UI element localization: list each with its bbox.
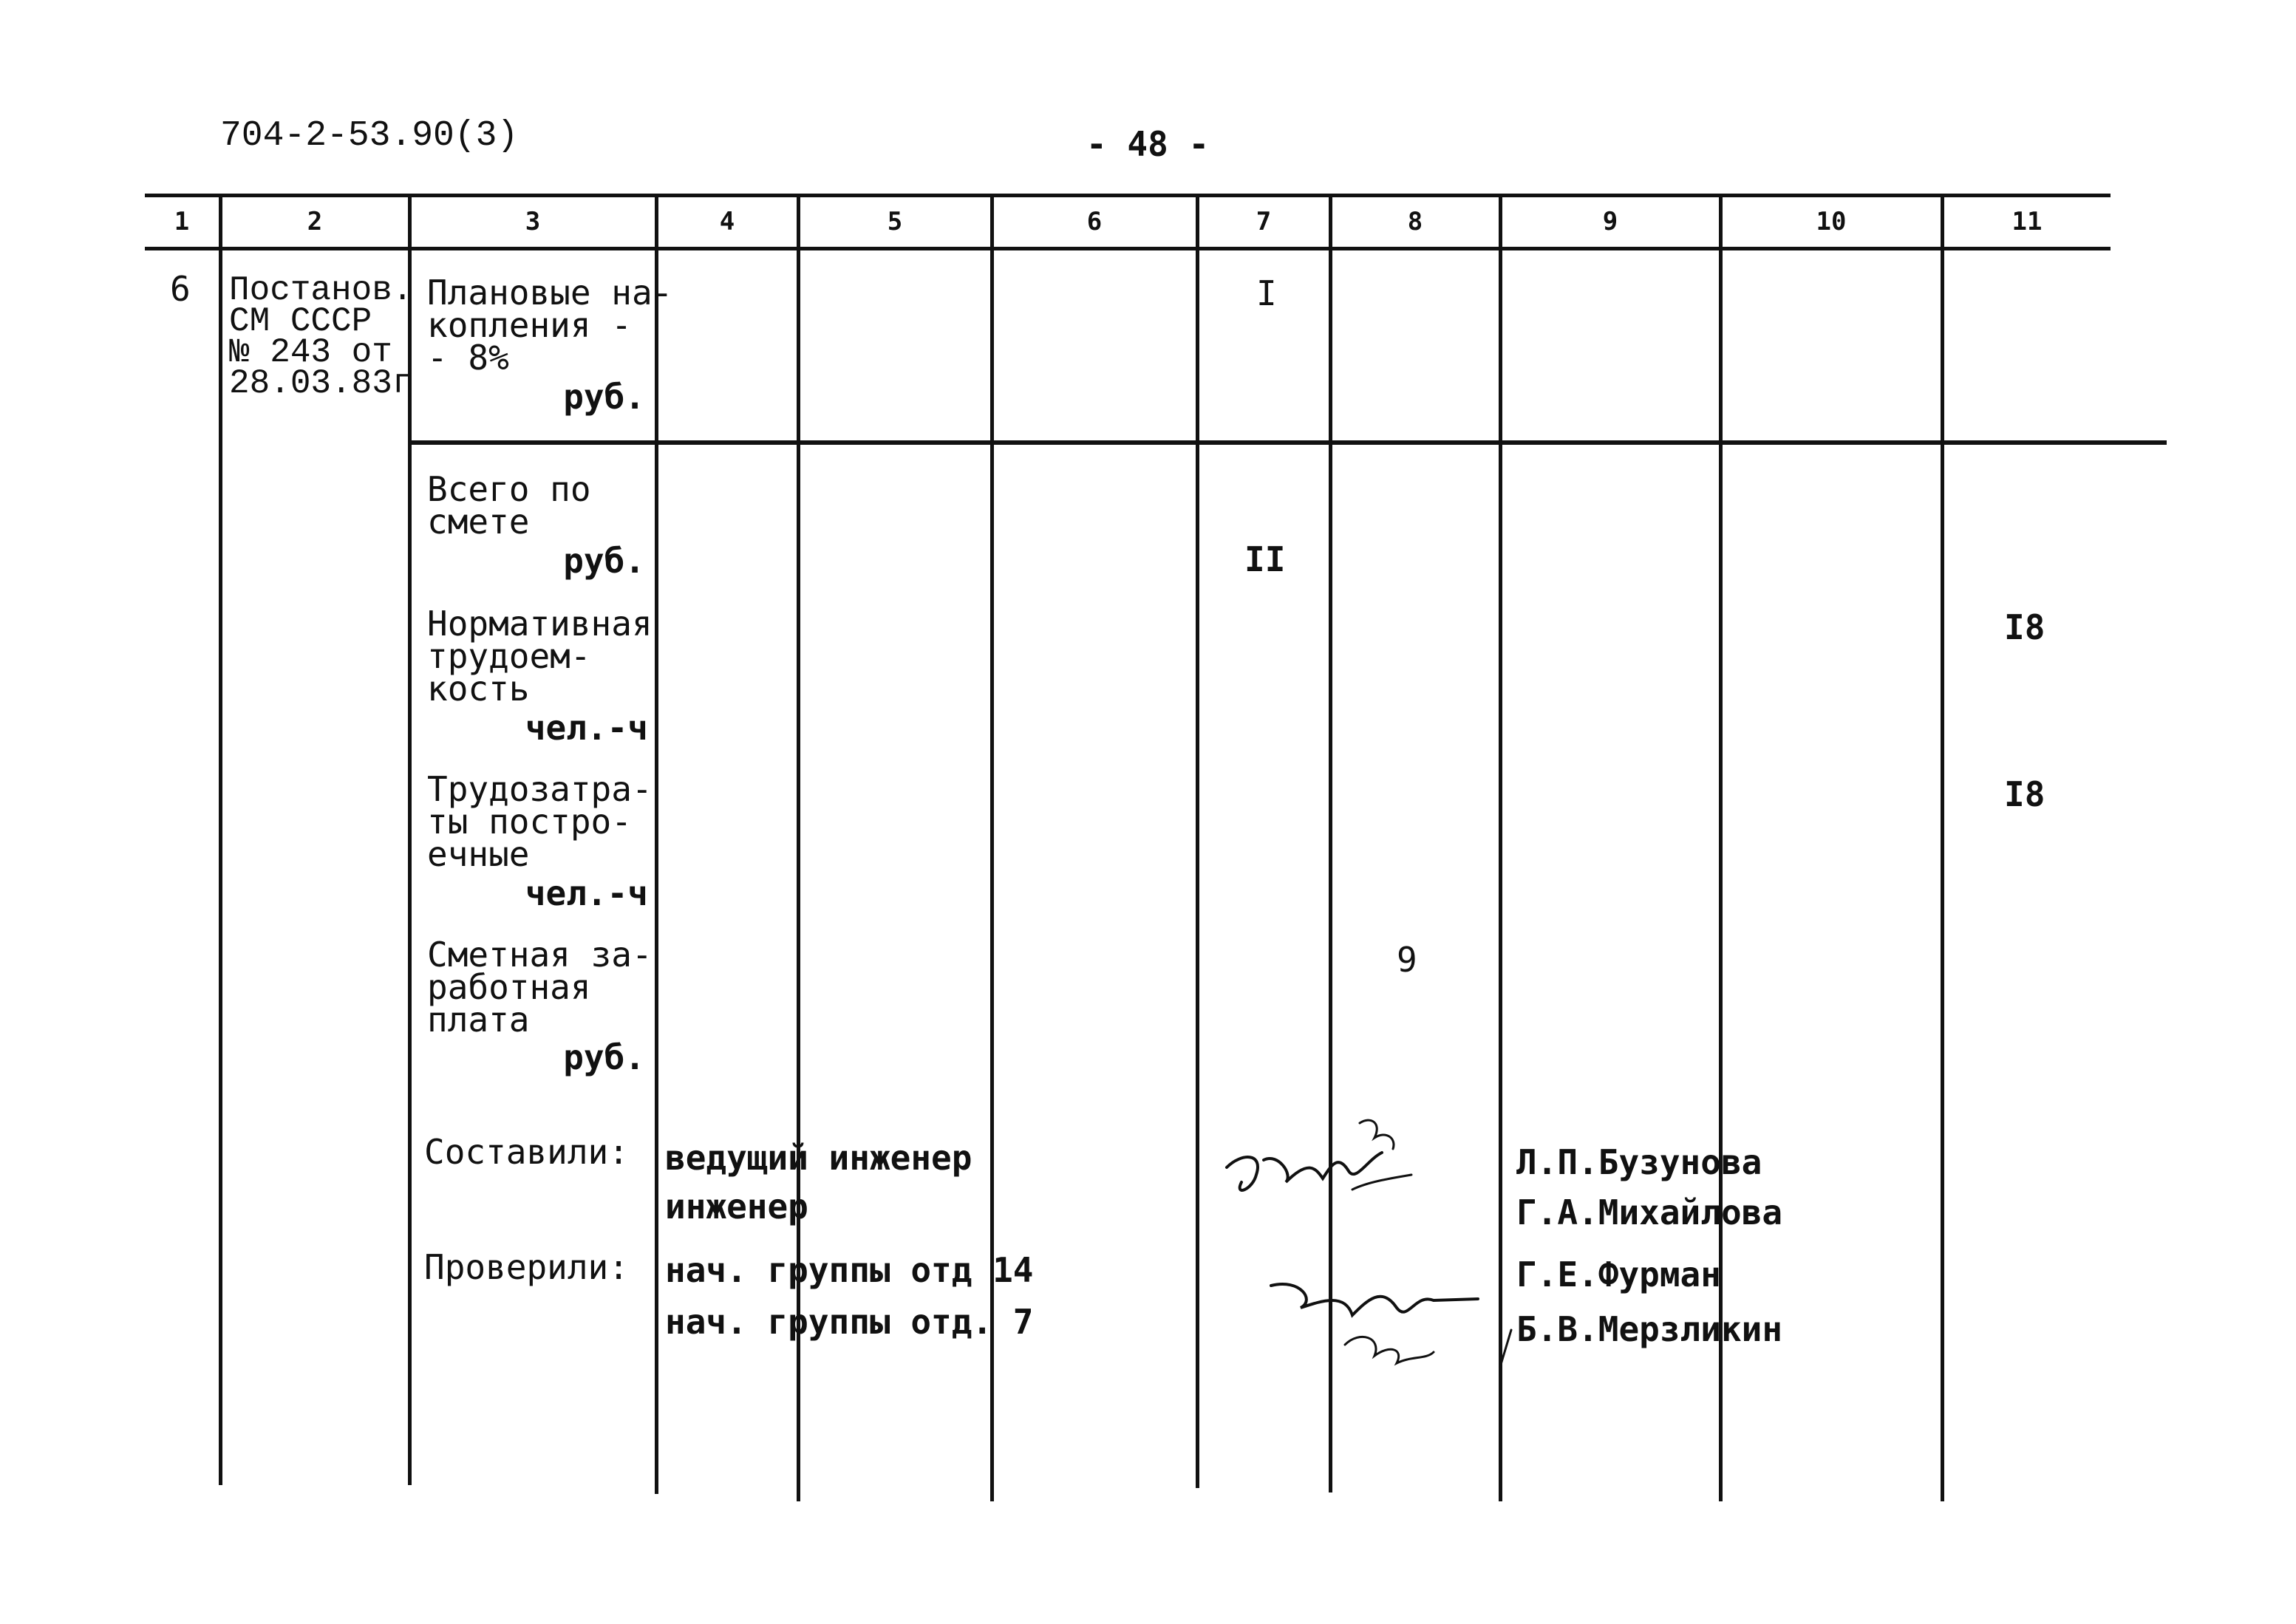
column-number: 2 — [307, 207, 323, 236]
item-unit: чел.-ч — [525, 873, 648, 913]
item-value: I8 — [2004, 774, 2045, 814]
item-unit: руб. — [563, 541, 645, 581]
column-line — [1941, 194, 1944, 1501]
item-value: 9 — [1397, 940, 1417, 980]
checked-label: Проверили: — [424, 1247, 629, 1287]
column-number: 7 — [1256, 207, 1272, 236]
column-number: 6 — [1086, 207, 1103, 236]
compiled-label: Составили: — [424, 1132, 629, 1172]
column-number: 1 — [174, 207, 190, 236]
column-number: 11 — [2011, 207, 2043, 236]
compiled-position: ведущий инженер — [665, 1138, 972, 1178]
item-name: Нормативная трудоем- кость — [427, 604, 653, 709]
section-divider-rule — [411, 440, 2167, 445]
item-name: Всего по смете — [427, 469, 591, 542]
table-top-rule — [145, 194, 2111, 197]
signature-checkers — [1256, 1256, 1522, 1382]
column-line — [655, 194, 658, 1494]
checked-name: Б.В.Мерзликин — [1516, 1309, 1783, 1349]
column-number: 8 — [1407, 207, 1423, 236]
column-number: 5 — [887, 207, 903, 236]
item-name: Плановые на- копления - - 8% — [427, 273, 673, 378]
item-value: I8 — [2004, 607, 2045, 647]
column-line — [219, 194, 222, 1485]
header-bottom-rule — [145, 247, 2111, 250]
item-unit: руб. — [563, 377, 645, 417]
row-number: 6 — [170, 269, 191, 309]
item-unit: руб. — [563, 1037, 645, 1077]
compiled-position: инженер — [665, 1187, 808, 1226]
item-name: Сметная за- работная плата — [427, 935, 653, 1040]
document-code: 704-2-53.90(3) — [220, 116, 519, 156]
item-name: Трудозатра- ты постро- ечные — [427, 769, 653, 874]
column-number: 9 — [1602, 207, 1618, 236]
checked-position: нач. группы отд 14 — [665, 1250, 1034, 1290]
signature-compilers — [1212, 1108, 1434, 1212]
column-line — [1719, 194, 1723, 1501]
column-number: 3 — [525, 207, 541, 236]
checked-position: нач. группы отд. 7 — [665, 1302, 1034, 1342]
compiled-name: Г.А.Михайлова — [1516, 1193, 1783, 1232]
compiled-name: Л.П.Бузунова — [1516, 1142, 1762, 1182]
page-number: - 48 - — [1086, 124, 1210, 164]
item-value: II — [1244, 539, 1286, 579]
item-unit: чел.-ч — [525, 708, 648, 748]
checked-name: Г.Е.Фурман — [1516, 1255, 1721, 1294]
item-value: I — [1256, 273, 1277, 313]
row-basis: Постанов. СМ СССР № 243 от 28.03.83г — [229, 271, 413, 403]
column-line — [1196, 194, 1199, 1488]
column-number: 4 — [719, 207, 735, 236]
column-number: 10 — [1816, 207, 1847, 236]
